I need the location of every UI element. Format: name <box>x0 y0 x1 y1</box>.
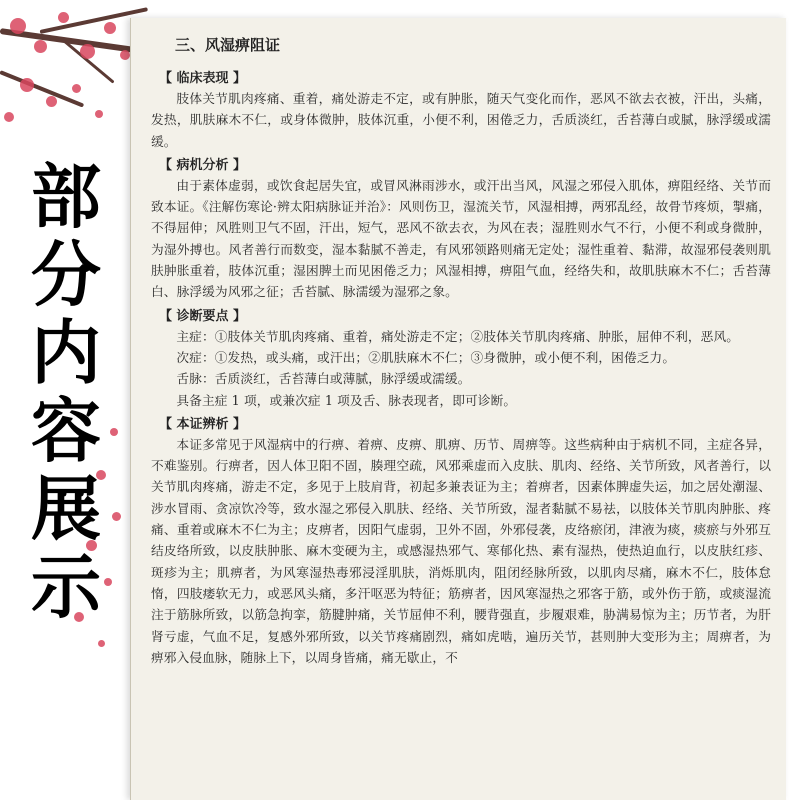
paragraph: 由于素体虚弱，或饮食起居失宜，或冒风淋雨涉水，或汗出当风，风湿之邪侵入肌体，痹阻经络、关节而致本证。《注解伤寒论·辨太阳病脉证并治》：风则伤卫，湿流关节，风湿相搏，两邪乱经，故骨节疼烦，掣痛，不得屈伸；风胜则卫气不固，汗出，短气，恶风不欲去衣，为风在表；湿胜则水气不行，小便不利或身微肿，为湿外搏也。风者善行而数变，湿本黏腻不善走，有风邪领路则痛无定处；湿性重着、黏滞，故湿邪侵袭则肌肤肿胀重着，肢体沉重；湿困脾土而见困倦乏力；风湿相搏，痹阻气血，经络失和，故肌肤麻木不仁；舌苔薄白、脉浮缓为风邪之征；舌苔腻、脉濡缓为湿邪之象。 <box>151 177 771 300</box>
book-page <box>130 18 786 800</box>
paragraph: 主症：①肢体关节肌肉疼痛、重着，痛处游走不定；②肢体关节肌肉疼痛、肿胀，屈伸不利，恶风。 <box>176 328 740 344</box>
paragraph: 次症：①发热，或头痛，或汗出；②肌肤麻木不仁；③身微肿，或小便不利，困倦乏力。 <box>176 349 676 365</box>
subsection-heading: 【 病机分析 】 <box>159 157 247 173</box>
page-content <box>151 34 771 668</box>
subsection-heading: 【 诊断要点 】 <box>159 308 247 324</box>
subsection-heading: 【 临床表现 】 <box>159 71 247 86</box>
paragraph: 本证多常见于风湿病中的行痹、着痹、皮痹、肌痹、历节、周痹等。这些病种由于病机不同，主症各异，不难鉴别。行痹者，因人体卫阳不固，腠理空疏，风邪乘虚而入皮肤、肌肉、经络、关节所致，风者善行，以关节肌肉疼痛，游走不定，多见于上肢肩背，初起多兼表证为主；着痹者，因素体脾虚失运，加之居处潮湿、涉水冒雨、贪凉饮冷等，致水湿之邪侵入肌肤、经络、关节所致，湿者黏腻不易祛，以肢体关节肌肉肿胀、疼痛、重着或麻木不仁为主；皮痹者，因阳气虚弱，卫外不固，外邪侵袭，皮络瘀闭，津液为痰，痰瘀与外邪互结皮络所致，以皮肤肿胀、麻木变硬为主，或感湿热邪气、寒郁化热、素有湿热，使热迫血行，以皮肤红疹、斑疹为主；肌痹者，为风寒湿热毒邪浸淫肌肤，消烁肌肉，阻闭经脉所致，以肌肉尽痛，麻木不仁，肢体怠惰，四肢痿软无力，或恶风头痛，多汗呕恶为特征；筋痹者，因风寒湿热之邪客于筋，或外伤于筋，或痰湿流注于筋脉所致，以筋急拘挛，筋腱肿痛，关节屈伸不利，腰背强直，步履艰难，胁满易惊为主；历节者，为肝肾亏虚，气血不足，复感外邪所致，以关节疼痛剧烈，痛如虎啮，遍历关节，甚则肿大变形为主；周痹者，为痹邪入侵血脉，随脉上下，以周身皆痛，痛无歇止，不 <box>151 436 771 665</box>
side-banner-title <box>18 158 114 626</box>
subsection-heading: 【 本证辨析 】 <box>159 416 247 432</box>
paragraph: 具备主症 1 项，或兼次症 1 项及舌、脉表现者，即可诊断。 <box>176 392 517 408</box>
side-banner-text: 部分内容展示 <box>31 156 101 628</box>
section-title: 三、风湿痹阻证 <box>175 36 281 54</box>
paragraph: 舌脉：舌质淡红，舌苔薄白或薄腻，脉浮缓或濡缓。 <box>176 371 471 387</box>
paragraph: 肢体关节肌肉疼痛、重着，痛处游走不定，或有肿胀，随天气变化而作，恶风不欲去衣被，汗出，头痛，发热，肌肤麻木不仁，或身体微肿，肢体沉重，小便不利，困倦乏力，舌质淡红，舌苔薄白或腻，脉浮缓或濡缓。 <box>151 91 771 149</box>
